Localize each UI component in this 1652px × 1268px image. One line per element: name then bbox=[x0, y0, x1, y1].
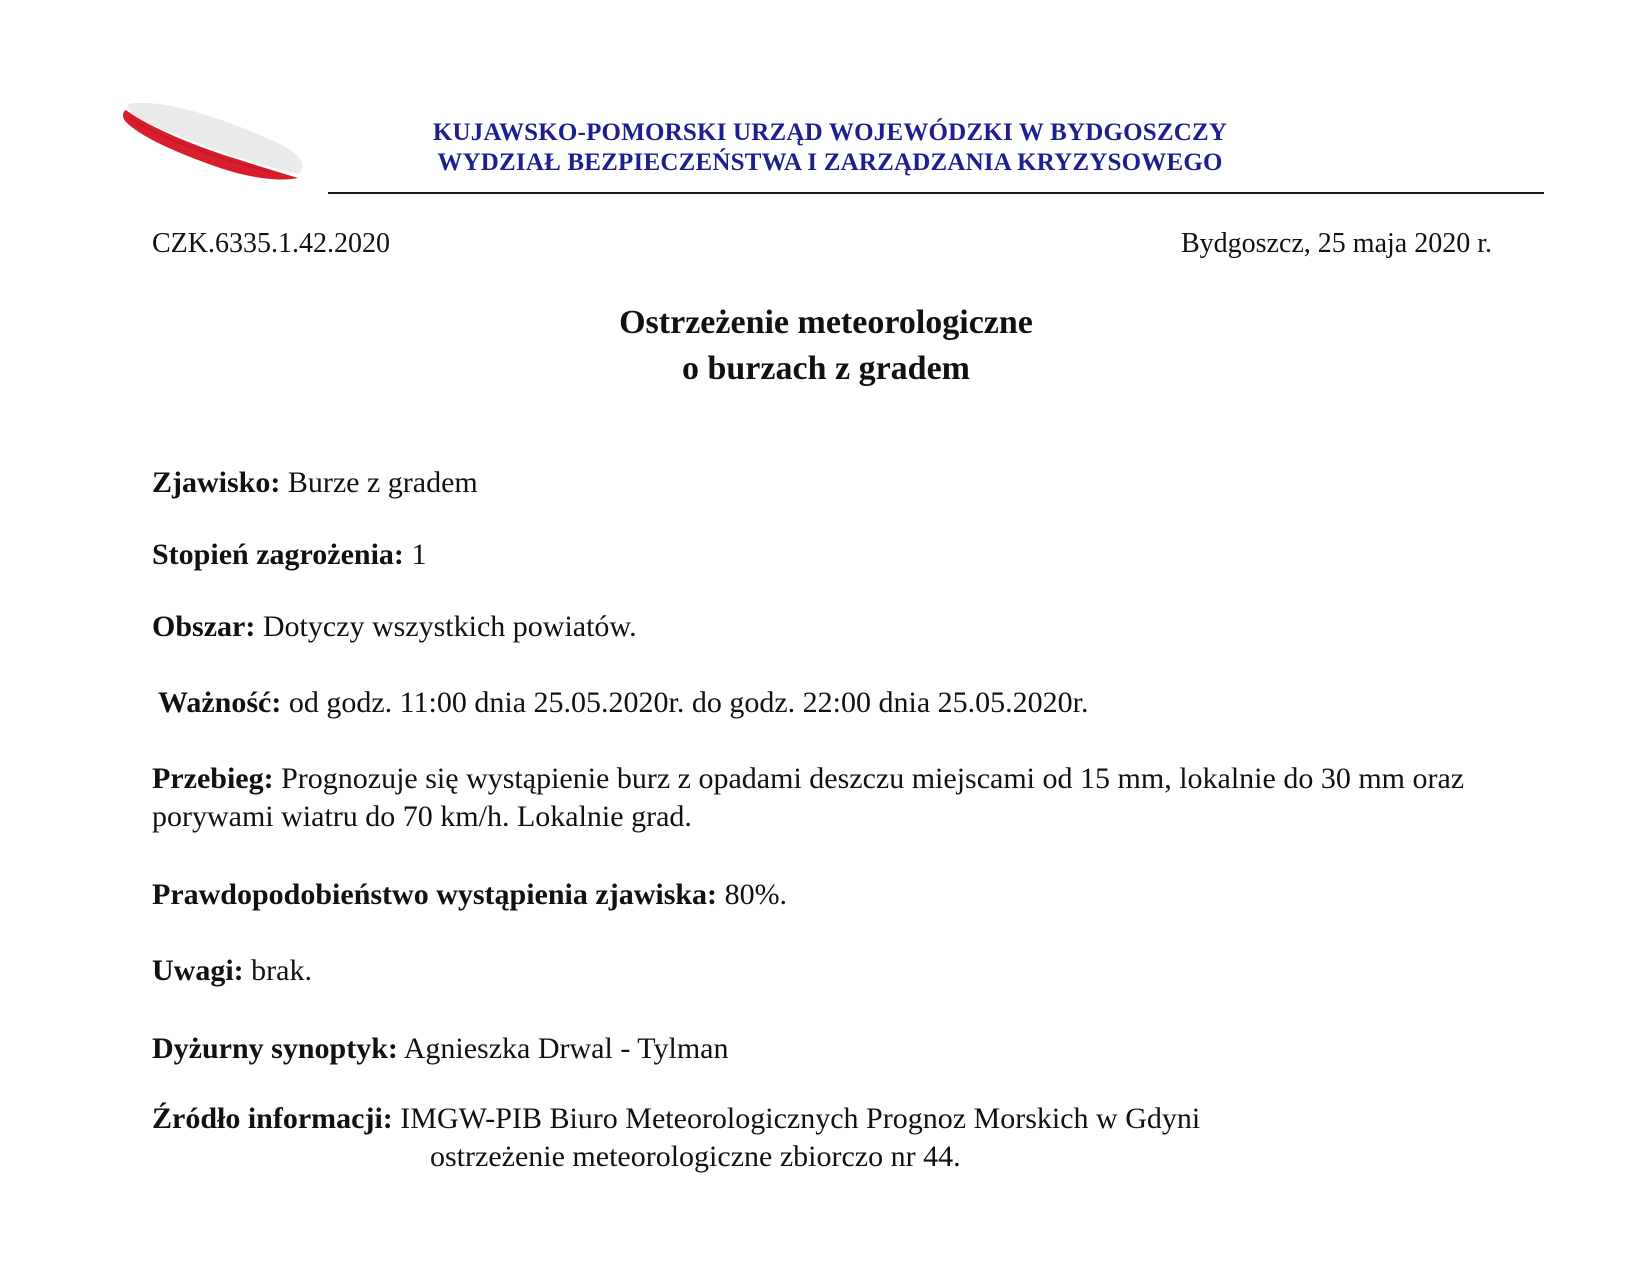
phenomenon-label: Zjawisko: bbox=[152, 466, 281, 499]
course-label: Przebieg: bbox=[152, 762, 274, 795]
department-name: WYDZIAŁ BEZPIECZEŃSTWA I ZARZĄDZANIA KRYZYSOWEGO bbox=[437, 149, 1223, 176]
field-threat-level bbox=[152, 536, 426, 574]
course-value: Prognozuje się wystąpienie burz z opadami deszczu miejscami od 15 mm, lokalnie do 30 mm oraz porywami wiatru do 70 km/h. Lokalnie grad. bbox=[152, 762, 1465, 833]
office-header bbox=[330, 118, 1330, 178]
validity-value: od godz. 11:00 dnia 25.05.2020r. do godz. 22:00 dnia 25.05.2020r. bbox=[288, 686, 1089, 719]
field-remarks bbox=[152, 952, 312, 990]
remarks-label: Uwagi: bbox=[152, 954, 244, 987]
field-source bbox=[152, 1100, 1201, 1173]
source-value-line-1: IMGW-PIB Biuro Meteorologicznych Prognoz Morskich w Gdyni bbox=[400, 1102, 1201, 1135]
threat-level-label: Stopień zagrożenia: bbox=[152, 538, 404, 571]
source-value-line-2: ostrzeżenie meteorologiczne zbiorczo nr 44. bbox=[430, 1140, 961, 1173]
title-line-2: o burzach z gradem bbox=[681, 350, 970, 387]
field-phenomenon bbox=[152, 464, 478, 502]
field-area bbox=[152, 608, 637, 646]
remarks-value: brak. bbox=[251, 954, 312, 987]
validity-label: Ważność: bbox=[158, 686, 282, 719]
phenomenon-value: Burze z gradem bbox=[287, 466, 478, 499]
reference-number: CZK.6335.1.42.2020 bbox=[152, 228, 390, 259]
forecaster-label: Dyżurny synoptyk: bbox=[152, 1032, 398, 1065]
document-title bbox=[0, 300, 1652, 392]
header-divider bbox=[328, 192, 1544, 194]
area-label: Obszar: bbox=[152, 610, 256, 643]
probability-value: 80%. bbox=[724, 878, 788, 911]
probability-label: Prawdopodobieństwo wystąpienia zjawiska: bbox=[152, 878, 718, 911]
area-value: Dotyczy wszystkich powiatów. bbox=[262, 610, 637, 643]
threat-level-value: 1 bbox=[411, 538, 427, 571]
title-line-1: Ostrzeżenie meteorologiczne bbox=[619, 304, 1033, 341]
office-name: KUJAWSKO-POMORSKI URZĄD WOJEWÓDZKI W BYDGOSZCZY bbox=[432, 119, 1228, 146]
source-label: Źródło informacji: bbox=[152, 1102, 393, 1135]
place-date: Bydgoszcz, 25 maja 2020 r. bbox=[1180, 228, 1492, 259]
forecaster-value: Agnieszka Drwal - Tylman bbox=[403, 1032, 729, 1065]
field-probability bbox=[152, 876, 787, 914]
field-forecaster bbox=[152, 1030, 729, 1068]
red-white-flag-swoosh-icon bbox=[120, 98, 320, 198]
field-validity bbox=[158, 684, 1089, 722]
field-course bbox=[152, 760, 1472, 836]
